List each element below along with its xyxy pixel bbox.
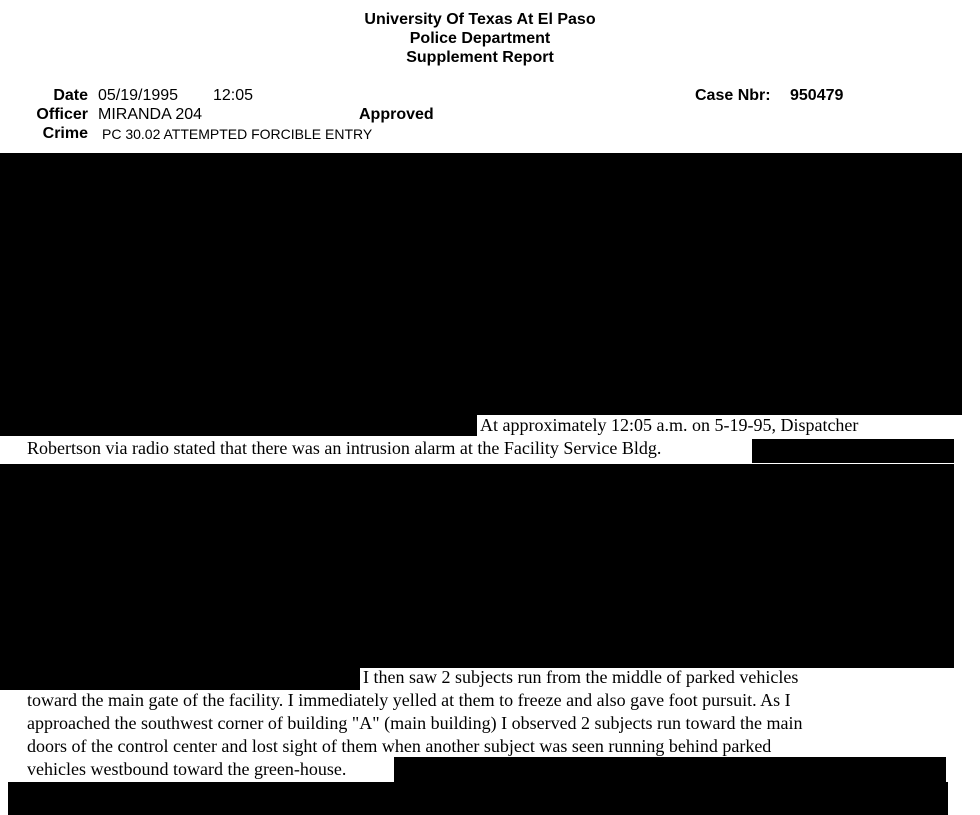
redaction-block xyxy=(752,439,954,463)
case-number-label: Case Nbr: xyxy=(695,87,771,104)
officer-value: MIRANDA 204 xyxy=(98,106,203,123)
narrative-line: Robertson via radio stated that there was an intrusion alarm at the Facility Service Bldg. xyxy=(27,438,662,458)
officer-label: Officer xyxy=(36,106,88,123)
crime-value: PC 30.02 ATTEMPTED FORCIBLE ENTRY xyxy=(102,126,373,142)
narrative-line: toward the main gate of the facility. I immediately yelled at them to freeze and also gave foot pursuit. As I xyxy=(27,690,791,710)
department-name: Police Department xyxy=(409,30,551,47)
date-value: 05/19/1995 xyxy=(98,87,179,104)
redaction-block xyxy=(0,667,360,690)
redaction-block xyxy=(8,782,948,815)
narrative-line: vehicles westbound toward the green-house. xyxy=(27,759,347,779)
approved-status: Approved xyxy=(359,106,434,123)
report-title: Supplement Report xyxy=(406,49,554,66)
time-value: 12:05 xyxy=(213,87,254,104)
redaction-block xyxy=(0,464,954,668)
agency-name: University Of Texas At El Paso xyxy=(364,11,596,28)
narrative-line: approached the southwest corner of building "A" (main building) I observed 2 subjects run toward the main xyxy=(27,713,803,733)
narrative-line: I then saw 2 subjects run from the middle of parked vehicles xyxy=(363,667,799,687)
crime-label: Crime xyxy=(42,125,88,142)
redaction-block xyxy=(0,414,477,436)
redaction-block xyxy=(394,757,946,783)
case-number-value: 950479 xyxy=(790,87,844,104)
narrative-line: At approximately 12:05 a.m. on 5-19-95, Dispatcher xyxy=(480,415,859,435)
redaction-block xyxy=(0,153,962,415)
date-label: Date xyxy=(53,87,88,104)
narrative-line: doors of the control center and lost sight of them when another subject was seen running behind parked xyxy=(27,736,772,756)
